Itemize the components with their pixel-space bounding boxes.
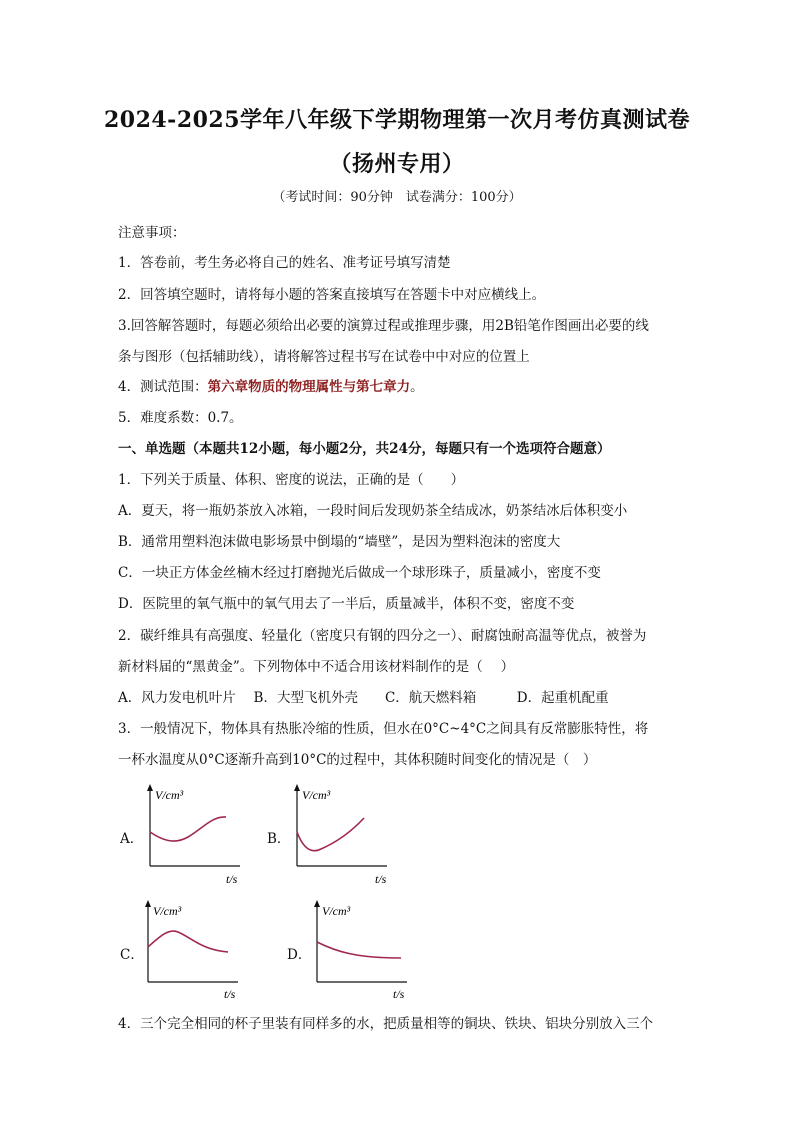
notes-heading: 注意事项： bbox=[118, 225, 186, 241]
q1-option-b: B．通常用塑料泡沫做电影场景中倒塌的“墙壁”，是因为塑料泡沫的密度大 bbox=[118, 534, 561, 550]
exam-meta: （考试时间：90分钟 试卷满分：100分） bbox=[272, 190, 522, 205]
note-2: 2．回答填空题时，请将每小题的答案直接填写在答题卡中对应横线上。 bbox=[118, 287, 546, 303]
q1-option-c: C．一块正方体金丝楠木经过打磨抛光后做成一个球形珠子，质量减小，密度不变 bbox=[118, 565, 601, 581]
note-4-prefix: 4．测试范围： bbox=[118, 379, 208, 395]
note-5: 5．难度系数：0.7。 bbox=[118, 410, 243, 426]
y-axis-label: V/cm³ bbox=[302, 788, 331, 802]
note-3-line2: 条与图形（包括辅助线），请将解答过程书写在试卷中中对应的位置上 bbox=[118, 349, 530, 365]
y-axis-arrow bbox=[147, 784, 153, 791]
q3-label-d: D． bbox=[287, 947, 312, 963]
q3-stem-line2: 一杯水温度从0°C逐渐升高到10°C的过程中，其体积随时间变化的情况是（ ） bbox=[118, 752, 597, 768]
q3-label-b: B． bbox=[267, 831, 291, 847]
paper-title: 2024-2025学年八年级下学期物理第一次月考仿真测试卷 bbox=[103, 107, 691, 133]
y-axis-arrow bbox=[294, 784, 300, 791]
q3-graph-d-svg bbox=[307, 898, 417, 1008]
y-axis-arrow bbox=[145, 900, 151, 907]
y-axis-arrow bbox=[314, 900, 320, 907]
curve-b bbox=[297, 818, 364, 851]
q2-stem-line1: 2．碳纤维具有高强度、轻量化（密度只有钢的四分之一）、耐腐蚀耐高温等优点，被誉为 bbox=[118, 628, 647, 644]
note-3-line1: 3.回答解答题时，每题必须给出必要的演算过程或推理步骤，用2B铅笔作图画出必要的线 bbox=[118, 318, 649, 334]
q1-option-d: D．医院里的氧气瓶中的氧气用去了一半后，质量减半，体积不变，密度不变 bbox=[118, 596, 575, 612]
paper-subtitle: （扬州专用） bbox=[329, 151, 465, 177]
note-4 bbox=[118, 375, 424, 395]
test-range: 第六章物质的物理属性与第七章力 bbox=[207, 379, 411, 395]
q3-graph-a bbox=[140, 782, 250, 892]
q2-options: A．风力发电机叶片 B．大型飞机外壳 C．航天燃料箱 D．起重机配重 bbox=[118, 690, 609, 706]
q4-stem: 4．三个完全相同的杯子里装有同样多的水，把质量相等的铜块、铁块、铝块分别放入三个 bbox=[118, 1016, 654, 1032]
curve-a bbox=[150, 817, 226, 841]
curve-d bbox=[317, 942, 401, 958]
q3-graph-d bbox=[307, 898, 417, 1008]
q3-graph-b bbox=[287, 782, 397, 892]
q3-label-c: C． bbox=[120, 947, 144, 963]
q3-label-a: A． bbox=[120, 831, 144, 847]
q2-stem-line2: 新材料届的“黑黄金”。下列物体中不适合用该材料制作的是（ ） bbox=[118, 659, 515, 675]
q3-graph-c-svg bbox=[138, 898, 248, 1008]
q3-stem-line1: 3．一般情况下，物体具有热胀冷缩的性质，但水在0°C~4°C之间具有反常膨胀特性，将 bbox=[118, 721, 649, 737]
q3-graph-b-svg bbox=[287, 782, 397, 892]
q3-graph-c bbox=[138, 898, 248, 1008]
x-axis-label: t/s bbox=[226, 872, 238, 886]
q1-option-a: A．夏天，将一瓶奶茶放入冰箱，一段时间后发现奶茶全结成冰，奶茶结冰后体积变小 bbox=[118, 503, 628, 519]
y-axis-label: V/cm³ bbox=[153, 904, 182, 918]
curve-c bbox=[148, 931, 228, 952]
x-axis-label: t/s bbox=[224, 987, 236, 1001]
q1-stem: 1．下列关于质量、体积、密度的说法，正确的是（ ） bbox=[118, 472, 465, 488]
x-axis-label: t/s bbox=[375, 872, 387, 886]
note-4-suffix: 。 bbox=[410, 379, 424, 395]
y-axis-label: V/cm³ bbox=[155, 788, 184, 802]
y-axis-label: V/cm³ bbox=[322, 904, 351, 918]
q3-graph-a-svg bbox=[140, 782, 250, 892]
note-1: 1．答卷前，考生务必将自己的姓名、准考证号填写清楚 bbox=[118, 255, 451, 271]
section-heading: 一、单选题（本题共12小题，每小题2分，共24分，每题只有一个选项符合题意） bbox=[118, 441, 611, 457]
x-axis-label: t/s bbox=[393, 987, 405, 1001]
